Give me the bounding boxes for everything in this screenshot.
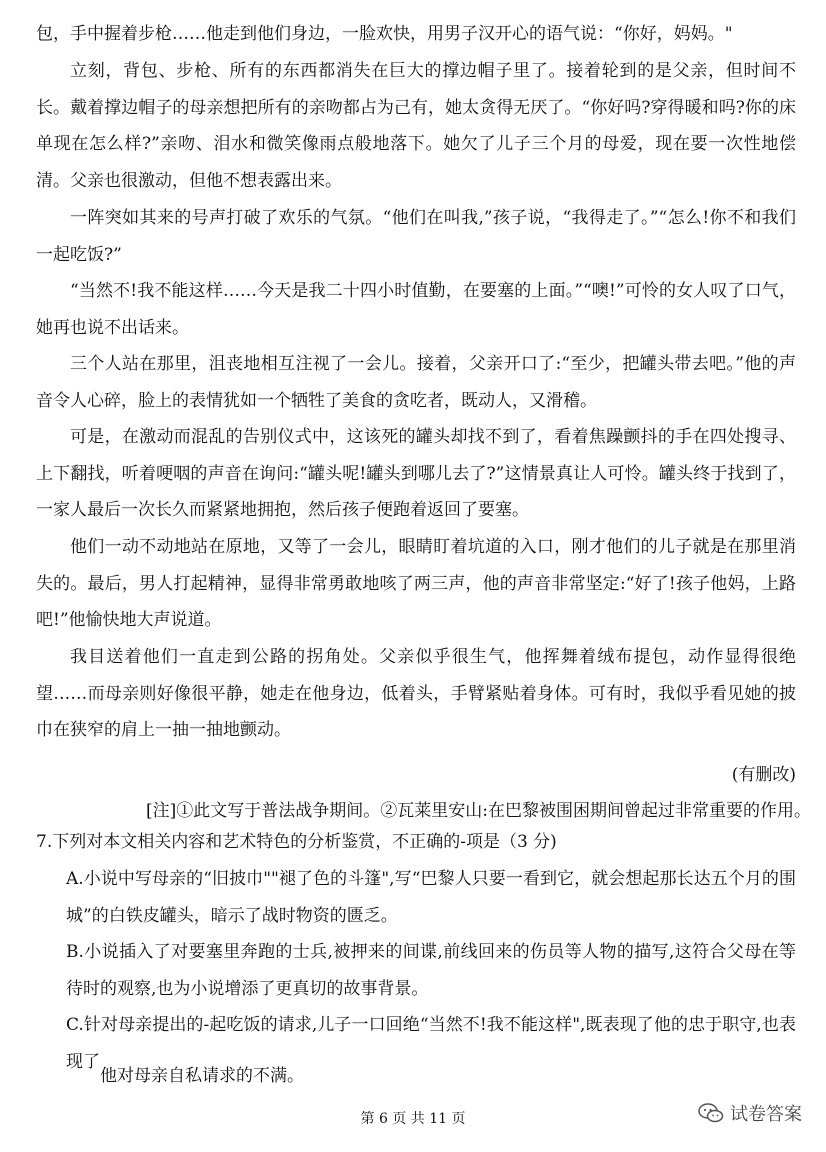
paragraph-8: 我目送着他们一直走到公路的拐角处。父亲似乎很生气，他挥舞着绒布提包，动作显得很绝望……而母亲则好像很平静，她走在他身边，低着头，手臂紧贴着身体。可有时，我似乎看见她的披巾在狭窄的肩上一抽一抽地颤动。	[36, 647, 796, 740]
paragraph-4: “当然不!我不能这样……今天是我二十四小时值勤，在要塞的上面。”“噢!”可怜的女人叹了口气，她再也说不出话来。	[36, 281, 796, 338]
edited-note: (有删改)	[731, 765, 796, 785]
paragraph-5: 三个人站在那里，沮丧地相互注视了一会儿。接着，父亲开口了:“至少，把罐头带去吧。”他的声音令人心碎，脸上的表情犹如一个牺牲了美食的贪吃者，既动人，又滑稽。	[36, 354, 796, 411]
footnote: [注]①此文写于普法战争期间。②瓦莱里安山:在巴黎被围困期间曾起过非常重要的作用。	[146, 801, 811, 821]
paragraph-6: 可是，在激动而混乱的告别仪式中，这该死的罐头却找不到了，看着焦躁颤抖的手在四处搜寻、上下翻找，听着哽咽的声音在询问:“罐头呢!罐头到哪儿去了?”这情景真让人可怜。罐头终于找到了，一家人最后一次长久而紧紧地拥抱，然后孩子便跑着返回了要塞。	[36, 427, 796, 520]
paragraph-2: 立刻，背包、步枪、所有的东西都消失在巨大的撑边帽子里了。接着轮到的是父亲，但时间不长。戴着撑边帽子的母亲想把所有的亲吻都占为己有，她太贪得无厌了。“你好吗?穿得暖和吗?你的床单现在怎么样?”亲吻、泪水和微笑像雨点般地落下。她欠了儿子三个月的母爱，现在要一次性地偿清。父亲也很激动，但他不想表露出来。	[36, 61, 796, 191]
page-footer: 第 6 页 共 11 页	[360, 1111, 466, 1127]
option-c: C.针对母亲提出的-起吃饭的请求,儿子一口回绝“当然不!我不能这样",既表现了他的忠于职守,也表现了	[66, 1015, 796, 1072]
option-b: B.小说插入了对要塞里奔跑的士兵,被押来的间谍,前线回来的伤员等人物的描写,这符合父母在等待时的观察,也为小说增添了更真切的故事背景。	[66, 942, 796, 999]
watermark-text: 试卷答案	[730, 1104, 802, 1125]
paragraph-3: 一阵突如其来的号声打破了欢乐的气氛。“他们在叫我,”孩子说，“我得走了。”“怎么!你不和我们一起吃饭?”	[36, 208, 796, 265]
wechat-icon	[698, 1102, 724, 1124]
paragraph-1: 包，手中握着步枪……他走到他们身边，一脸欢快，用男子汉开心的语气说：“你好，妈妈。"	[36, 24, 733, 44]
watermark	[698, 1100, 802, 1126]
question-stem: 7.下列对本文相关内容和艺术特色的分析鉴赏，不正确的-项是（3 分)	[36, 832, 557, 852]
option-a: A.小说中写母亲的“旧披巾""褪了色的斗篷",写“巴黎人只要一看到它，就会想起那长达五个月的围城”的白铁皮罐头，暗示了战时物资的匮乏。	[66, 869, 796, 926]
option-c-continued: 他对母亲自私请求的不满。	[100, 1066, 304, 1086]
paragraph-7: 他们一动不动地站在原地，又等了一会儿，眼睛盯着坑道的入口，刚才他们的儿子就是在那里消失的。最后，男人打起精神，显得非常勇敢地咳了两三声，他的声音非常坚定:“好了!孩子他妈，上路吧!”他愉快地大声说道。	[36, 537, 796, 630]
